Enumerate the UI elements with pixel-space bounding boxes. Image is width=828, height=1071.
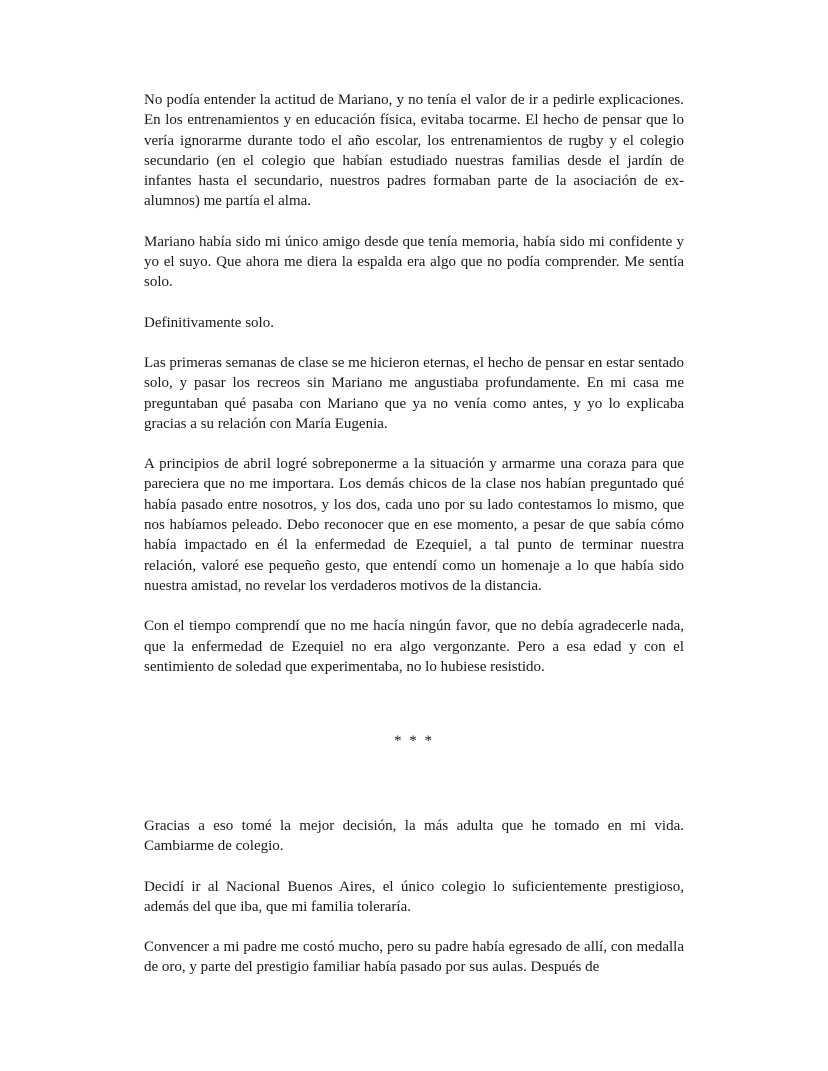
paragraph: Convencer a mi padre me costó mucho, pero su padre había egresado de allí, con medalla de oro, y parte del prestigio familiar había pasado por sus aulas. Después de [144, 939, 684, 976]
paragraph: Gracias a eso tomé la mejor decisión, la más adulta que he tomado en mi vida. Cambiarme de colegio. [144, 818, 684, 855]
text-section-before-break [144, 90, 684, 677]
paragraph: Mariano había sido mi único amigo desde que tenía memoria, había sido mi confidente y yo el suyo. Que ahora me diera la espalda era algo que no podía comprender. Me sentía solo. [144, 233, 684, 291]
paragraph: Con el tiempo comprendí que no me hacía ningún favor, que no debía agradecerle nada, que la enfermedad de Ezequiel no era algo vergonzante. Pero a esa edad y con el sentimiento de soledad que experimentaba, no lo hubiese resistido. [144, 618, 684, 675]
text-section-after-break [144, 816, 684, 978]
paragraph: Definitivamente solo. [144, 314, 274, 331]
paragraph: Las primeras semanas de clase se me hicieron eternas, el hecho de pensar en estar sentado solo, y pasar los recreos sin Mariano me angustiaba profundamente. En mi casa me preguntaban qué pasaba con Mariano que ya no venía como antes, y yo lo explicaba gracias a su relación con María Eugenia. [144, 354, 684, 432]
paragraph: Decidí ir al Nacional Buenos Aires, el único colegio lo suficientemente prestigioso, además del que iba, que mi familia toleraría. [144, 878, 684, 915]
paragraph: No podía entender la actitud de Mariano, y no tenía el valor de ir a pedirle explicaciones. En los entrenamientos y en educación física, evitaba tocarme. El hecho de pensar que lo vería ignorarme durante todo el año escolar, los entrenamientos de rugby y el colegio secundario (en el colegio que habían estudiado nuestras familias desde el jardín de infantes hasta el secundario, nuestros padres formaban parte de la asociación de ex-alumnos) me partía el alma. [144, 92, 684, 210]
section-break-asterisks: * * * [394, 733, 434, 749]
paragraph: A principios de abril logré sobreponerme a la situación y armarme una coraza para que pareciera que no me importara. Los demás chicos de la clase nos habían preguntado qué había pasado entre nosotros, y los dos, cada uno por su lado contestamos lo mismo, que nos habíamos peleado. Debo reconocer que en ese momento, a pesar de que sabía cómo había impactado en él la enfermedad de Ezequiel, a tal punto de terminar nuestra relación, valoré ese pequeño gesto, que entendí como un homenaje a lo que había sido nuestra amistad, no revelar los verdaderos motivos de la distancia. [144, 456, 684, 594]
